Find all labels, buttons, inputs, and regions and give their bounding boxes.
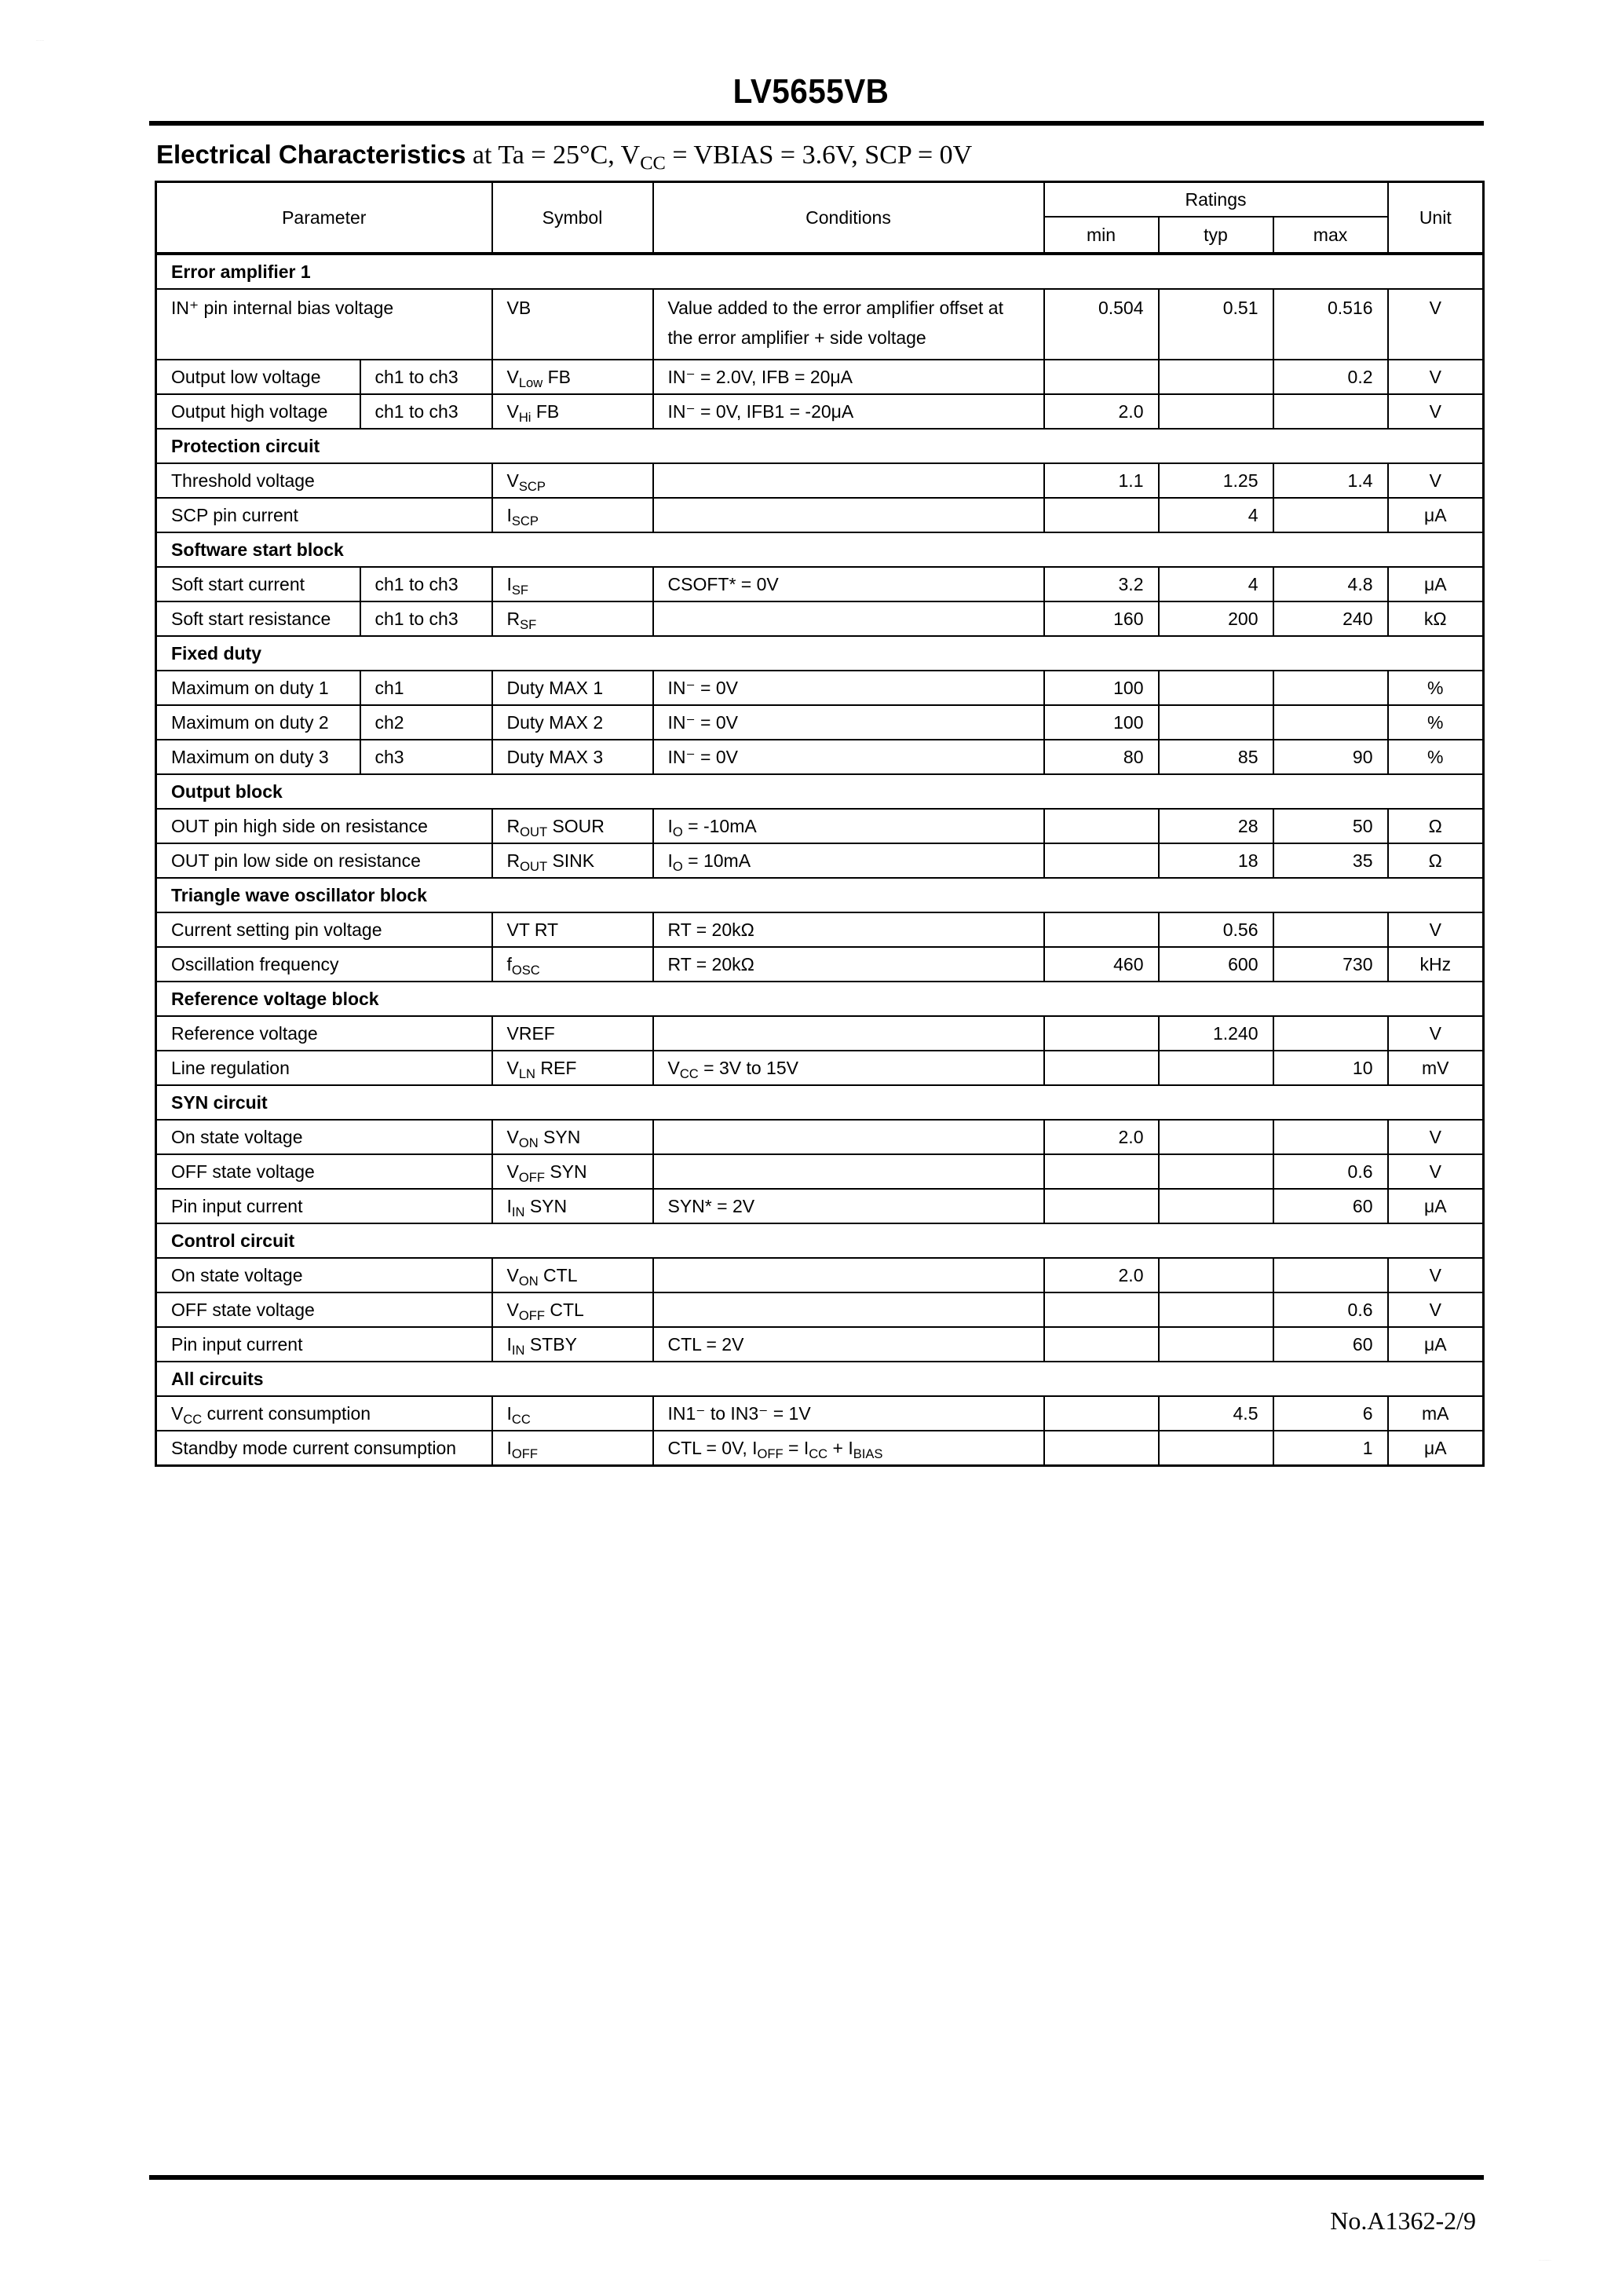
group-row <box>156 636 1484 671</box>
parameter-cell: Oscillation frequency <box>156 947 492 982</box>
parameter-cell: Standby mode current consumption <box>156 1431 492 1466</box>
symbol-cell: VREF <box>492 1016 653 1051</box>
symbol-cell: $I_{IN}$ SYN <box>492 1189 653 1223</box>
max-cell: 50 <box>1273 809 1388 843</box>
channel-cell: ch2 <box>360 705 492 740</box>
symbol-cell: Duty MAX 1 <box>492 671 653 705</box>
min-cell: 80 <box>1044 740 1159 774</box>
parameter-cell: IN⁺ pin internal bias voltage <box>156 289 492 360</box>
max-cell: 1.4 <box>1273 463 1388 498</box>
group-heading: Output block <box>156 774 1484 809</box>
min-cell: 3.2 <box>1044 567 1159 601</box>
unit-cell: % <box>1388 705 1484 740</box>
group-row <box>156 429 1484 463</box>
parameter-cell: OUT pin low side on resistance <box>156 843 492 878</box>
header-conditions: Conditions <box>653 182 1044 254</box>
electrical-characteristics-table <box>155 181 1485 1467</box>
header-min: min <box>1044 217 1159 254</box>
typ-cell <box>1159 1431 1273 1466</box>
conditions-cell: CSOFT* = 0V <box>653 567 1044 601</box>
max-cell: 0.516 <box>1273 289 1388 360</box>
table-row <box>156 498 1484 532</box>
table-row <box>156 947 1484 982</box>
symbol-cell: $I_{SCP}$ <box>492 498 653 532</box>
unit-cell: μA <box>1388 567 1484 601</box>
typ-cell: 1.25 <box>1159 463 1273 498</box>
parameter-cell: Soft start resistance <box>156 601 360 636</box>
min-cell: 0.504 <box>1044 289 1159 360</box>
min-cell <box>1044 1327 1159 1362</box>
min-cell: 1.1 <box>1044 463 1159 498</box>
symbol-cell: $R_{OUT}$ SINK <box>492 843 653 878</box>
max-cell: 4.8 <box>1273 567 1388 601</box>
conditions-cell <box>653 601 1044 636</box>
parameter-cell: Current setting pin voltage <box>156 912 492 947</box>
max-cell <box>1273 671 1388 705</box>
group-heading: Software start block <box>156 532 1484 567</box>
parameter-cell: OUT pin high side on resistance <box>156 809 492 843</box>
group-row <box>156 1085 1484 1120</box>
min-cell <box>1044 1016 1159 1051</box>
max-cell <box>1273 498 1388 532</box>
unit-cell: % <box>1388 671 1484 705</box>
table-row <box>156 912 1484 947</box>
symbol-cell: $V_{ON}$ CTL <box>492 1258 653 1292</box>
unit-cell: V <box>1388 1120 1484 1154</box>
min-cell <box>1044 843 1159 878</box>
parameter-cell: SCP pin current <box>156 498 492 532</box>
channel-cell: ch1 to ch3 <box>360 567 492 601</box>
parameter-cell: Line regulation <box>156 1051 492 1085</box>
typ-cell: 85 <box>1159 740 1273 774</box>
min-cell: 100 <box>1044 705 1159 740</box>
parameter-cell: Soft start current <box>156 567 360 601</box>
max-cell: 0.6 <box>1273 1154 1388 1189</box>
unit-cell: mA <box>1388 1396 1484 1431</box>
parameter-cell: OFF state voltage <box>156 1154 492 1189</box>
min-cell: 2.0 <box>1044 1120 1159 1154</box>
unit-cell: kΩ <box>1388 601 1484 636</box>
parameter-cell: Maximum on duty 2 <box>156 705 360 740</box>
unit-cell: Ω <box>1388 809 1484 843</box>
unit-cell: V <box>1388 1292 1484 1327</box>
group-row <box>156 532 1484 567</box>
channel-cell: ch1 to ch3 <box>360 601 492 636</box>
header-parameter: Parameter <box>156 182 492 254</box>
table-row <box>156 1189 1484 1223</box>
max-cell: 1 <box>1273 1431 1388 1466</box>
table-row <box>156 1396 1484 1431</box>
conditions-cell: $I_O = -10mA$ <box>653 809 1044 843</box>
table-row <box>156 705 1484 740</box>
symbol-cell: $I_{OFF}$ <box>492 1431 653 1466</box>
unit-cell: V <box>1388 360 1484 394</box>
parameter-cell: Maximum on duty 1 <box>156 671 360 705</box>
conditions-cell: IN⁻ = 0V <box>653 671 1044 705</box>
table-row <box>156 394 1484 429</box>
min-cell <box>1044 1292 1159 1327</box>
parameter-cell: Threshold voltage <box>156 463 492 498</box>
max-cell: 35 <box>1273 843 1388 878</box>
min-cell: 160 <box>1044 601 1159 636</box>
typ-cell <box>1159 360 1273 394</box>
group-row <box>156 254 1484 289</box>
unit-cell: μA <box>1388 1431 1484 1466</box>
conditions-cell <box>653 1154 1044 1189</box>
typ-cell <box>1159 1120 1273 1154</box>
table-row <box>156 463 1484 498</box>
table-row <box>156 740 1484 774</box>
table-row <box>156 1051 1484 1085</box>
typ-cell <box>1159 671 1273 705</box>
header-ratings: Ratings <box>1044 182 1388 218</box>
group-row <box>156 878 1484 912</box>
header-max: max <box>1273 217 1388 254</box>
min-cell <box>1044 498 1159 532</box>
parameter-cell: On state voltage <box>156 1120 492 1154</box>
unit-cell: V <box>1388 1154 1484 1189</box>
typ-cell <box>1159 1154 1273 1189</box>
max-cell: 240 <box>1273 601 1388 636</box>
group-heading: All circuits <box>156 1362 1484 1396</box>
max-cell <box>1273 1120 1388 1154</box>
group-row <box>156 1223 1484 1258</box>
document-number: No.A1362-2/9 <box>1330 2206 1476 2235</box>
max-cell <box>1273 1258 1388 1292</box>
parameter-cell: On state voltage <box>156 1258 492 1292</box>
symbol-cell: $V_{Hi}$ FB <box>492 394 653 429</box>
group-heading: Reference voltage block <box>156 982 1484 1016</box>
table-row <box>156 360 1484 394</box>
conditions-cell: IN⁻ = 2.0V, IFB = 20μA <box>653 360 1044 394</box>
max-cell: 6 <box>1273 1396 1388 1431</box>
max-cell: 0.2 <box>1273 360 1388 394</box>
scan-watermark-bottom: .............. <box>1539 2258 1551 2261</box>
min-cell: 2.0 <box>1044 394 1159 429</box>
symbol-cell: $V_{LN}$ REF <box>492 1051 653 1085</box>
group-row <box>156 1362 1484 1396</box>
header-unit: Unit <box>1388 182 1484 254</box>
group-row <box>156 982 1484 1016</box>
group-heading: Fixed duty <box>156 636 1484 671</box>
conditions-cell <box>653 1292 1044 1327</box>
max-cell <box>1273 912 1388 947</box>
channel-cell: ch3 <box>360 740 492 774</box>
min-cell <box>1044 1189 1159 1223</box>
header-rule <box>149 121 1484 126</box>
symbol-cell: VB <box>492 289 653 360</box>
min-cell <box>1044 1051 1159 1085</box>
symbol-cell: $V_{OFF}$ SYN <box>492 1154 653 1189</box>
scan-watermark-top: ......... <box>36 38 45 42</box>
symbol-cell: $f_{OSC}$ <box>492 947 653 982</box>
section-conditions: at Ta = 25°C, $V_{CC}$ = VBIAS = 3.6V, SCP = 0V <box>466 141 973 174</box>
max-cell <box>1273 705 1388 740</box>
unit-cell: V <box>1388 1016 1484 1051</box>
conditions-cell: IN1⁻ to IN3⁻ = 1V <box>653 1396 1044 1431</box>
conditions-cell: IN⁻ = 0V <box>653 705 1044 740</box>
conditions-cell <box>653 1258 1044 1292</box>
parameter-cell: Pin input current <box>156 1189 492 1223</box>
max-cell <box>1273 394 1388 429</box>
typ-cell: 200 <box>1159 601 1273 636</box>
conditions-cell: $I_O = 10mA$ <box>653 843 1044 878</box>
section-title: Electrical Characteristics <box>156 140 466 169</box>
conditions-cell: Value added to the error amplifier offset at the error amplifier + side voltage <box>653 289 1044 360</box>
header-typ: typ <box>1159 217 1273 254</box>
symbol-cell: $V_{ON}$ SYN <box>492 1120 653 1154</box>
channel-cell: ch1 to ch3 <box>360 360 492 394</box>
table-row <box>156 809 1484 843</box>
min-cell <box>1044 1431 1159 1466</box>
unit-cell: V <box>1388 463 1484 498</box>
group-row <box>156 774 1484 809</box>
typ-cell: 1.240 <box>1159 1016 1273 1051</box>
conditions-cell: IN⁻ = 0V, IFB1 = -20μA <box>653 394 1044 429</box>
symbol-cell: $V_{SCP}$ <box>492 463 653 498</box>
min-cell <box>1044 912 1159 947</box>
table-row <box>156 567 1484 601</box>
table-row <box>156 601 1484 636</box>
unit-cell: % <box>1388 740 1484 774</box>
group-heading: Protection circuit <box>156 429 1484 463</box>
table-row <box>156 1431 1484 1466</box>
group-heading: SYN circuit <box>156 1085 1484 1120</box>
table-row <box>156 289 1484 360</box>
section-heading <box>156 140 973 174</box>
parameter-cell: Maximum on duty 3 <box>156 740 360 774</box>
unit-cell: kHz <box>1388 947 1484 982</box>
typ-cell <box>1159 705 1273 740</box>
table-row <box>156 1258 1484 1292</box>
unit-cell: Ω <box>1388 843 1484 878</box>
typ-cell <box>1159 394 1273 429</box>
conditions-cell: CTL = 0V, $I_{OFF} = I_{CC} + I_{BIAS}$ <box>653 1431 1044 1466</box>
channel-cell: ch1 to ch3 <box>360 394 492 429</box>
parameter-cell: OFF state voltage <box>156 1292 492 1327</box>
symbol-cell: Duty MAX 3 <box>492 740 653 774</box>
min-cell <box>1044 1154 1159 1189</box>
table-row <box>156 1154 1484 1189</box>
symbol-cell: $I_{CC}$ <box>492 1396 653 1431</box>
unit-cell: μA <box>1388 1327 1484 1362</box>
unit-cell: mV <box>1388 1051 1484 1085</box>
max-cell: 10 <box>1273 1051 1388 1085</box>
max-cell: 60 <box>1273 1189 1388 1223</box>
min-cell <box>1044 1396 1159 1431</box>
typ-cell <box>1159 1258 1273 1292</box>
min-cell <box>1044 360 1159 394</box>
max-cell: 730 <box>1273 947 1388 982</box>
table-row <box>156 1327 1484 1362</box>
unit-cell: V <box>1388 912 1484 947</box>
unit-cell: V <box>1388 394 1484 429</box>
group-heading: Error amplifier 1 <box>156 254 1484 289</box>
symbol-cell: $V_{OFF}$ CTL <box>492 1292 653 1327</box>
parameter-cell: Output high voltage <box>156 394 360 429</box>
header-symbol: Symbol <box>492 182 653 254</box>
conditions-cell <box>653 463 1044 498</box>
max-cell <box>1273 1016 1388 1051</box>
typ-cell: 0.56 <box>1159 912 1273 947</box>
table-row <box>156 671 1484 705</box>
typ-cell <box>1159 1327 1273 1362</box>
conditions-cell: CTL = 2V <box>653 1327 1044 1362</box>
symbol-cell: VT RT <box>492 912 653 947</box>
conditions-cell: IN⁻ = 0V <box>653 740 1044 774</box>
typ-cell <box>1159 1189 1273 1223</box>
conditions-cell: $V_{CC} = 3V$ to 15V <box>653 1051 1044 1085</box>
typ-cell <box>1159 1292 1273 1327</box>
typ-cell: 4.5 <box>1159 1396 1273 1431</box>
symbol-cell: $V_{Low}$ FB <box>492 360 653 394</box>
conditions-cell <box>653 1120 1044 1154</box>
typ-cell: 28 <box>1159 809 1273 843</box>
conditions-cell: RT = 20kΩ <box>653 947 1044 982</box>
symbol-cell: $R_{SF}$ <box>492 601 653 636</box>
conditions-cell <box>653 1016 1044 1051</box>
typ-cell: 600 <box>1159 947 1273 982</box>
unit-cell: V <box>1388 1258 1484 1292</box>
conditions-cell <box>653 498 1044 532</box>
max-cell: 90 <box>1273 740 1388 774</box>
min-cell: 100 <box>1044 671 1159 705</box>
unit-cell: V <box>1388 289 1484 360</box>
max-cell: 60 <box>1273 1327 1388 1362</box>
parameter-cell: Reference voltage <box>156 1016 492 1051</box>
document-title: LV5655VB <box>732 72 890 111</box>
conditions-cell: RT = 20kΩ <box>653 912 1044 947</box>
parameter-cell: Pin input current <box>156 1327 492 1362</box>
group-heading: Triangle wave oscillator block <box>156 878 1484 912</box>
min-cell <box>1044 809 1159 843</box>
max-cell: 0.6 <box>1273 1292 1388 1327</box>
min-cell: 460 <box>1044 947 1159 982</box>
unit-cell: μA <box>1388 1189 1484 1223</box>
typ-cell: 4 <box>1159 498 1273 532</box>
parameter-cell: $V_{CC}$ current consumption <box>156 1396 492 1431</box>
parameter-cell: Output low voltage <box>156 360 360 394</box>
symbol-cell: $I_{SF}$ <box>492 567 653 601</box>
typ-cell: 0.51 <box>1159 289 1273 360</box>
typ-cell <box>1159 1051 1273 1085</box>
unit-cell: μA <box>1388 498 1484 532</box>
table-row <box>156 1016 1484 1051</box>
symbol-cell: $R_{OUT}$ SOUR <box>492 809 653 843</box>
conditions-cell: SYN* = 2V <box>653 1189 1044 1223</box>
typ-cell: 4 <box>1159 567 1273 601</box>
table-row <box>156 1120 1484 1154</box>
symbol-cell: $I_{IN}$ STBY <box>492 1327 653 1362</box>
table-body <box>156 254 1484 1466</box>
symbol-cell: Duty MAX 2 <box>492 705 653 740</box>
min-cell: 2.0 <box>1044 1258 1159 1292</box>
table-row <box>156 1292 1484 1327</box>
channel-cell: ch1 <box>360 671 492 705</box>
footer-rule <box>149 2175 1484 2180</box>
table-row <box>156 843 1484 878</box>
typ-cell: 18 <box>1159 843 1273 878</box>
group-heading: Control circuit <box>156 1223 1484 1258</box>
